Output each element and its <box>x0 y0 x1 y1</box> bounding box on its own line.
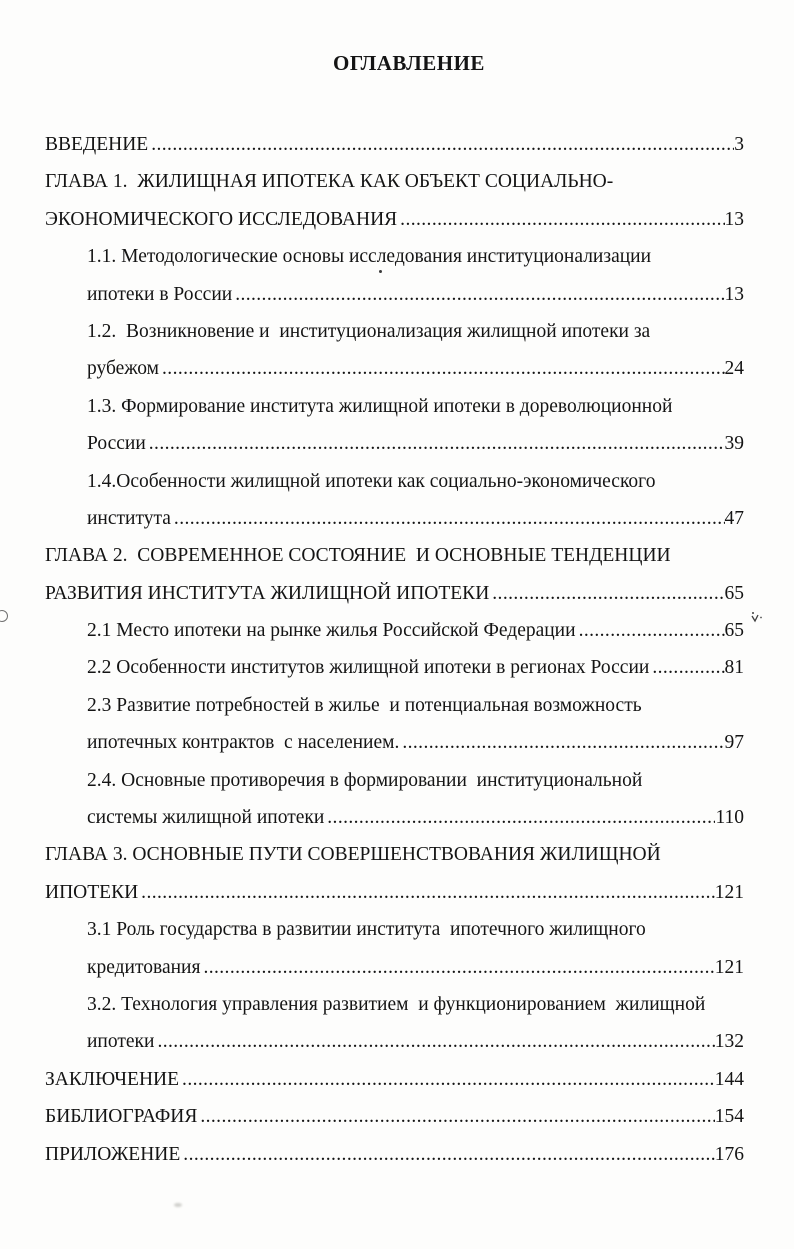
toc-entry-line <box>45 201 744 238</box>
dot-leader <box>402 724 724 761</box>
toc-entry-text: ипотеки <box>87 1031 155 1053</box>
page-number: 132 <box>714 1031 744 1053</box>
toc-entry-text: системы жилищной ипотеки <box>87 807 325 829</box>
dot-leader <box>141 874 715 911</box>
table-of-contents <box>45 126 744 1173</box>
page-number: 121 <box>714 881 744 903</box>
toc-entry-line <box>45 1061 744 1098</box>
toc-entry-line <box>45 575 744 612</box>
toc-entry-text: 1.1. Методологические основы исследования институционализации <box>87 246 652 268</box>
dot-leader <box>235 276 724 313</box>
page-number: 24 <box>724 358 744 380</box>
toc-entry-text: 1.4.Особенности жилищной ипотеки как социально-экономического <box>87 470 656 492</box>
page-number: 47 <box>724 507 744 529</box>
toc-entry-text: 1.2. Возникновение и институционализация жилищной ипотеки за <box>87 320 651 342</box>
toc-entry-line <box>45 687 744 724</box>
toc-entry-text: ипотеки в России <box>87 283 233 305</box>
dot-leader <box>162 350 724 387</box>
toc-entry-line <box>45 388 744 425</box>
toc-entry-text: ГЛАВА 3. ОСНОВНЫЕ ПУТИ СОВЕРШЕНСТВОВАНИЯ ЖИЛИЩНОЙ <box>45 844 661 866</box>
dot-leader <box>203 949 714 986</box>
toc-entry-line <box>45 1098 744 1135</box>
toc-entry-text: 2.2 Особенности институтов жилищной ипотеки в регионах России <box>87 657 650 679</box>
page-number: 65 <box>724 620 744 642</box>
toc-entry-text: ИПОТЕКИ <box>45 881 139 903</box>
page-number: 13 <box>724 208 744 230</box>
toc-entry-line <box>45 313 744 350</box>
toc-entry-line <box>45 799 744 836</box>
toc-entry-text: БИБЛИОГРАФИЯ <box>45 1106 198 1128</box>
dot-leader <box>174 500 725 537</box>
dot-leader <box>149 425 725 462</box>
toc-entry-line <box>45 238 744 275</box>
toc-entry-text: России <box>87 433 146 455</box>
toc-entry-text: 2.4. Основные противоречия в формировании институциональной <box>87 769 643 791</box>
toc-entry-line <box>45 537 744 574</box>
toc-entry-line <box>45 836 744 873</box>
toc-entry-line <box>45 1023 744 1060</box>
toc-entry-text: института <box>87 507 171 529</box>
page-number: 154 <box>714 1106 744 1128</box>
dot-leader <box>492 575 724 612</box>
scan-artifact-smudge <box>174 1203 182 1207</box>
toc-entry-text: ГЛАВА 1. ЖИЛИЩНАЯ ИПОТЕКА КАК ОБЪЕКТ СОЦИАЛЬНО- <box>45 171 614 193</box>
toc-entry-line <box>45 500 744 537</box>
toc-entry-text: РАЗВИТИЯ ИНСТИТУТА ЖИЛИЩНОЙ ИПОТЕКИ <box>45 582 490 604</box>
toc-entry-line <box>45 911 744 948</box>
toc-entry-line <box>45 350 744 387</box>
dot-leader <box>652 649 724 686</box>
page-title: ОГЛАВЛЕНИЕ <box>333 51 485 75</box>
toc-entry-text: 3.2. Технология управления развитием и функционированием жилищной <box>87 993 706 1015</box>
toc-entry-text: 2.1 Место ипотеки на рынке жилья Российской Федерации <box>87 620 576 642</box>
page-number: 176 <box>714 1143 744 1165</box>
dot-leader <box>157 1023 714 1060</box>
toc-entry-line <box>45 612 744 649</box>
toc-entry-line <box>45 425 744 462</box>
toc-entry-text: ВВЕДЕНИЕ <box>45 134 149 155</box>
toc-entry-text: 3.1 Роль государства в развитии института ипотечного жилищного <box>87 919 646 941</box>
toc-entry-text: ПРИЛОЖЕНИЕ <box>45 1143 181 1165</box>
toc-entry-line <box>45 463 744 500</box>
page-number: 65 <box>724 582 744 604</box>
page-number: 13 <box>724 283 744 305</box>
toc-entry-text: ГЛАВА 2. СОВРЕМЕННОЕ СОСТОЯНИЕ И ОСНОВНЫЕ ТЕНДЕНЦИИ <box>45 545 671 567</box>
toc-entry-text: 2.3 Развитие потребностей в жилье и потенциальная возможность <box>87 694 642 716</box>
toc-entry-line <box>45 949 744 986</box>
toc-entry-line <box>45 1136 744 1173</box>
dot-leader <box>327 799 715 836</box>
toc-entry-line <box>45 986 744 1023</box>
page-number: 39 <box>724 433 744 455</box>
toc-entry-line <box>45 724 744 761</box>
toc-entry-line <box>45 649 744 686</box>
toc-entry-text: ипотечных контрактов с населением. <box>87 732 400 754</box>
toc-entry-text: рубежом <box>87 358 160 380</box>
toc-entry-text: 1.3. Формирование института жилищной ипотеки в дореволюционной <box>87 395 673 417</box>
dot-leader <box>579 612 725 649</box>
toc-entry-line <box>45 276 744 313</box>
dot-leader <box>151 126 734 163</box>
toc-entry-text: кредитования <box>87 956 201 978</box>
page-number: 144 <box>714 1068 744 1090</box>
scan-artifact-squiggle <box>749 610 765 626</box>
dot-leader <box>400 201 724 238</box>
toc-entry-text: ЭКОНОМИЧЕСКОГО ИССЛЕДОВАНИЯ <box>45 208 398 230</box>
page-number: 110 <box>715 807 744 829</box>
scan-artifact-ring <box>0 610 8 622</box>
toc-entry-line <box>45 163 744 200</box>
page-number: 3 <box>734 134 744 155</box>
dot-leader <box>183 1136 714 1173</box>
toc-entry-line <box>45 126 744 163</box>
toc-entry-line <box>45 874 744 911</box>
toc-entry-line <box>45 762 744 799</box>
page-number: 121 <box>714 956 744 978</box>
dot-leader <box>200 1098 714 1135</box>
page-number: 97 <box>724 732 744 754</box>
dot-leader <box>182 1061 715 1098</box>
page-number: 81 <box>724 657 744 679</box>
toc-entry-text: ЗАКЛЮЧЕНИЕ <box>45 1068 180 1090</box>
